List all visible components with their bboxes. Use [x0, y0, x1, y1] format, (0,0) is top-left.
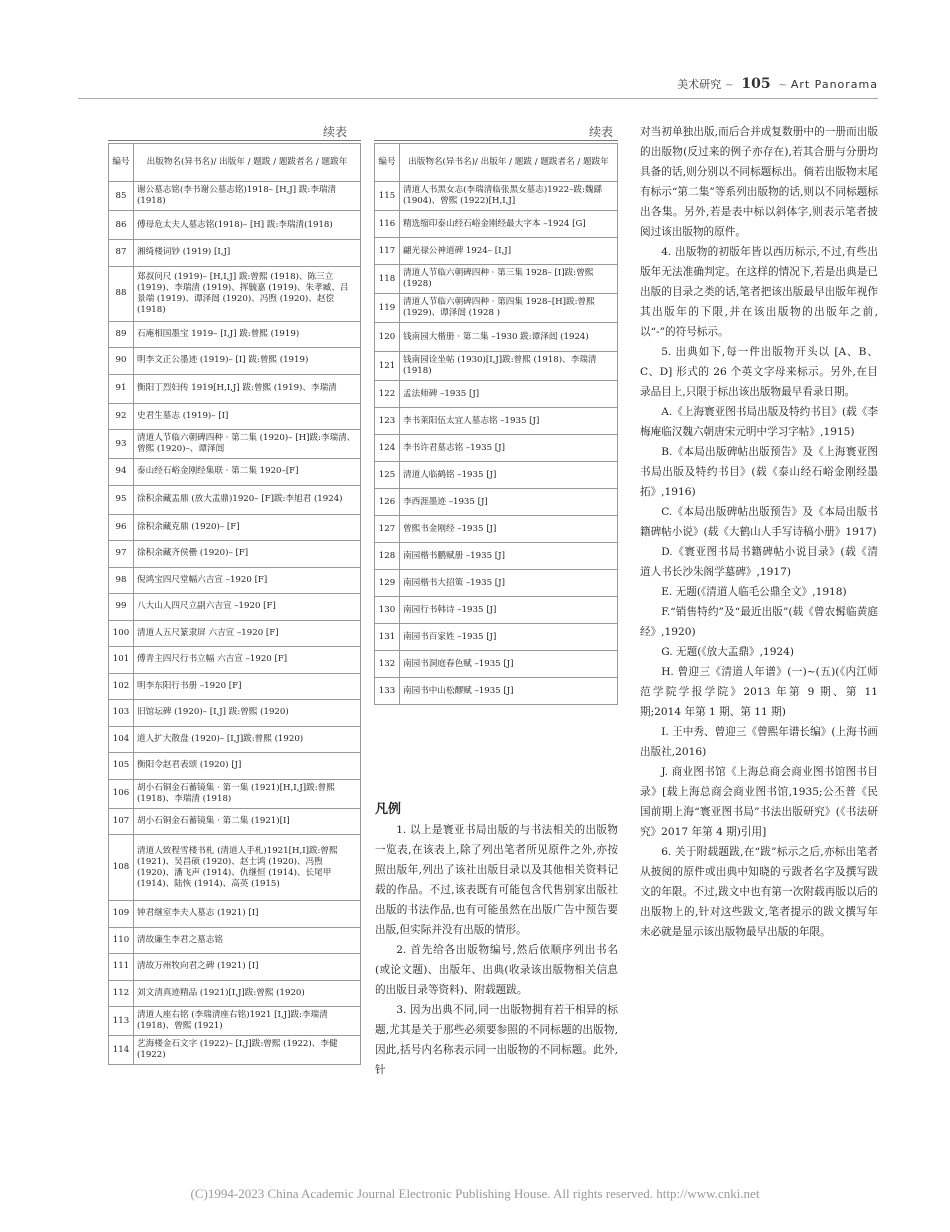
row-title: 石庵相国墨宝 1919– [I,J] 跋:曾熙 (1919) — [134, 321, 361, 348]
row-title: 李西涯墨迹 –1935 [J] — [400, 489, 618, 516]
row-title: 清道人节临六朝碑四种 · 第三集 1928– [I]跋:曾熙 (1928) — [400, 265, 618, 294]
row-number: 131 — [375, 624, 400, 651]
table-row — [109, 514, 361, 541]
row-title: 清故万州牧向君之碑 (1921) [I] — [134, 954, 361, 981]
table-row — [109, 459, 361, 486]
row-number: 122 — [375, 381, 400, 408]
table-row — [109, 403, 361, 430]
row-title: 精选缩印泰山经石峪金刚经最大字本 –1924 [G] — [400, 211, 618, 238]
table-row — [109, 1036, 361, 1065]
source-e: E. 无题(《清道人临毛公鼎全文》,1918) — [661, 586, 847, 598]
row-number: 111 — [109, 954, 134, 981]
table-row — [375, 381, 618, 408]
table-row — [109, 211, 361, 240]
row-title: 傅母危太夫人墓志铭(1918)– [H] 跋:李瑞清(1918) — [134, 211, 361, 240]
table-row — [109, 182, 361, 211]
publication-table-right — [374, 143, 618, 705]
row-number: 87 — [109, 240, 134, 267]
note-paragraph: 1. 以上是寰亚书局出版的与书法相关的出版物一览表,在该表上,除了列出笔者所见原件之外,亦按照出版年,列出了该社出版目录以及其他相关资料记载的作品。不过,该表既有可能包含代售别家出版社出版的书法作品,也有可能虽然在出版广告中预告要出版,但实际并没有出版的情形。 — [375, 824, 618, 936]
row-title: 南园楷书鹏赋册 –1935 [J] — [400, 543, 618, 570]
row-number: 132 — [375, 651, 400, 678]
row-title: 泰山经石峪金刚经集联 · 第二集 1920–[F] — [134, 459, 361, 486]
table-top-rule — [374, 140, 618, 141]
row-title: 清道人五尺篆隶屏 六吉宣 –1920 [F] — [134, 620, 361, 647]
table-top-rule — [108, 140, 361, 141]
table-row — [109, 485, 361, 514]
journal-name: 美术研究 — [677, 78, 722, 91]
row-number: 129 — [375, 570, 400, 597]
row-number: 121 — [375, 352, 400, 381]
row-number: 110 — [109, 927, 134, 954]
table-row — [109, 1007, 361, 1036]
table-row — [375, 238, 618, 265]
row-number: 90 — [109, 348, 134, 375]
row-title: 清道人节临六朝碑四种 · 第四集 1928–[H]跋:曾熙 (1929)、谭泽闿 (1928 ) — [400, 294, 618, 323]
row-title: 曾熙书金刚经 –1935 [J] — [400, 516, 618, 543]
table-row — [109, 594, 361, 621]
table-row — [109, 321, 361, 348]
row-title: 胡小石铜金石蓄镜集 · 第一集 (1921)[H,I,J]跋:曾熙 (1918)、李瑞清 (1918) — [134, 779, 361, 808]
row-title: 清道人书黑女志(李瑞清临张黑女墓志)1922–跋:魏繇 (1904)、曾熙 (1922)[H,I,J] — [400, 182, 618, 211]
table-row — [109, 954, 361, 981]
table-row — [109, 980, 361, 1007]
row-title: 钱南园诠坐帖 (1930)[I,J]跋:曾熙 (1918)、李瑞清 (1918) — [400, 352, 618, 381]
source-b: B.《本局出版碑帖出版预告》及《上海寰亚图书局出版及特约书目》(载《泰山经石峪金刚经墨拓》,1916) — [640, 446, 878, 498]
source-a: A.《上海寰亚图书局出版及特约书目》(载《李梅庵临汉魏六朝唐宋元明中学习字帖》,1915) — [640, 406, 878, 438]
row-number: 114 — [109, 1036, 134, 1065]
notes-continued-column — [640, 122, 878, 942]
row-number: 117 — [375, 238, 400, 265]
notes-section — [375, 800, 618, 1080]
table-row — [375, 435, 618, 462]
row-number: 104 — [109, 726, 134, 753]
row-number: 113 — [109, 1007, 134, 1036]
header-rule — [78, 98, 878, 99]
table-row — [109, 348, 361, 375]
table-row — [375, 678, 618, 705]
row-title: 明李文正公墨迹 (1919)– [I] 跋:曾熙 (1919) — [134, 348, 361, 375]
header-separator: ~ — [778, 78, 788, 91]
note-paragraph: 3. 因为出典不同,同一出版物拥有若干相异的标题,尤其是关于那些必须要参照的不同标题的出版物,因此,括号内名称表示同一出版物的不同标题。此外,针 — [375, 1004, 618, 1076]
copyright-footer: (C)1994-2023 China Academic Journal Electronic Publishing House. All rights reserved. http://www.cnki.net — [190, 1186, 760, 1201]
row-number: 85 — [109, 182, 134, 211]
table-row — [109, 673, 361, 700]
table-row — [375, 182, 618, 211]
row-title: 衡阳令赵君表颂 (1920) [J] — [134, 753, 361, 780]
row-number: 125 — [375, 462, 400, 489]
col-header-title: 出版物名(异书名)/ 出版年 / 题跋 / 题跋者名 / 题跋年 — [134, 144, 361, 182]
table-row — [375, 294, 618, 323]
row-title: 道人扩大散盘 (1920)– [I,J]跋:曾熙 (1920) — [134, 726, 361, 753]
table-row — [109, 430, 361, 459]
note-paragraph: 5. 出典如下,每一件出版物开头以 [A、B、C、D] 形式的 26 个英文字母来标示。另外,在目录品目上,只限于标出该出版物最早看录日期。 — [640, 346, 878, 398]
table-row — [375, 597, 618, 624]
row-title: 徐积余藏克鼎 (1920)– [F] — [134, 514, 361, 541]
row-title: 徐积余藏齐侯罍 (1920)– [F] — [134, 541, 361, 568]
source-j: J. 商业图书馆《上海总商会商业图书馆图书目录》[载上海总商会商业图书馆,1935;公丕普《民国前期上海“寰亚图书局”书法出版研究》(《书法研究》2017 年第 4 期)引用] — [640, 766, 878, 838]
row-title: 旧馆坛碑 (1920)– [I,J] 跋:曾熙 (1920) — [134, 700, 361, 727]
table-row — [375, 570, 618, 597]
row-number: 116 — [375, 211, 400, 238]
row-number: 103 — [109, 700, 134, 727]
table-row — [109, 779, 361, 808]
row-number: 123 — [375, 408, 400, 435]
col-header-number: 编号 — [375, 144, 400, 182]
row-number: 97 — [109, 541, 134, 568]
row-number: 95 — [109, 485, 134, 514]
table-row — [109, 835, 361, 901]
row-number: 93 — [109, 430, 134, 459]
row-title: 南园书中山松醪赋 –1935 [J] — [400, 678, 618, 705]
note-paragraph: 对当初单独出版,而后合并成复数册中的一册而出版的出版物(反过来的例子亦存在),若其合册与分册均具备的话,则分别以不同标题标出。倘若出版物末尾有标示“第二集”等系列出版物的话,则以不同标题标出各集。另外,若是表中标以斜体字,则表示笔者披阅过该出版物的原件。 — [640, 126, 878, 238]
row-title: 清道人节临六朝碑四种 · 第二集 (1920)– [H]跋:李瑞清、曾熙 (1920)–、谭泽闿 — [134, 430, 361, 459]
table-row — [109, 901, 361, 928]
row-number: 96 — [109, 514, 134, 541]
row-number: 101 — [109, 647, 134, 674]
row-title: 衡阳丁烈妇传 1919[H,I,J] 跋:曾熙 (1919)、李瑞清 — [134, 374, 361, 403]
table-row — [109, 808, 361, 835]
table-row — [109, 567, 361, 594]
row-number: 109 — [109, 901, 134, 928]
row-title: 湘绮楼词钞 (1919) [I,J] — [134, 240, 361, 267]
row-number: 91 — [109, 374, 134, 403]
row-number: 100 — [109, 620, 134, 647]
continued-label-right: 续表 — [589, 125, 614, 139]
note-paragraph: 2. 首先给各出版物编号,然后依顺序列出书名(或论文题)、出版年、出典(收录该出版物相关信息的出版目录等资料)、附载题跋。 — [375, 944, 618, 996]
table-row — [375, 408, 618, 435]
table-row — [109, 240, 361, 267]
source-c: C.《本局出版碑帖出版预告》及《本局出版书籍碑帖小说》(载《大鹤山人手写诗稿小册》1917) — [640, 506, 878, 538]
source-d: D.《寰亚图书局书籍碑帖小说目录》(载《清道人书长沙朱阁学墓碑》,1917) — [640, 546, 878, 578]
col-header-title: 出版物名(异书名)/ 出版年 / 题跋 / 题跋者名 / 题跋年 — [400, 144, 618, 182]
row-number: 126 — [375, 489, 400, 516]
row-title: 明李东阳行书册 –1920 [F] — [134, 673, 361, 700]
row-number: 105 — [109, 753, 134, 780]
row-number: 112 — [109, 980, 134, 1007]
note-paragraph: 6. 关于附载题跋,在“跋”标示之后,亦标出笔者从披阅的原件或出典中知晓的亏跋者名字及撰写跋文的年限。不过,跋文中也有第一次附载再版以后的出版物上的,针对这些跋文,笔者提示的跋文撰写年未必就是显示该出版物最早出版的年限。 — [640, 846, 878, 938]
table-row — [109, 927, 361, 954]
source-h: H. 曾迎三《清道人年谱》(一)~(五)(《内江师范学院学报学院》2013 年第 9 期、第 11 期;2014 年第 1 期、第 11 期) — [640, 666, 878, 718]
header-separator: ~ — [724, 78, 734, 91]
row-title: 翩光禄公神道碑 1924– [I,J] — [400, 238, 618, 265]
row-title: 谢公墓志铭(李书谢公墓志铭)1918– [H,J] 跋:李瑞清(1918) — [134, 182, 361, 211]
page-number: 105 — [741, 76, 771, 92]
row-number: 102 — [109, 673, 134, 700]
row-title: 孟法师碑 –1935 [J] — [400, 381, 618, 408]
journal-brand: Art Panorama — [790, 78, 878, 91]
row-title: 李书莱阳伍太宜人墓志铭 –1935 [J] — [400, 408, 618, 435]
table-row — [109, 647, 361, 674]
row-title: 清道人致程雪楼书札 (清道人手札)1921[H,I]跋:曾熙 (1921)、吴昌硕 (1920)、赵士鸿 (1920)、冯煦 (1920)、潘飞声 (1914)、仇继恒 (1914)、长尾甲 (1914)、陆恢 (1914)、高英 (1915) — [134, 835, 361, 901]
row-title: 清道人临鹤铭 –1935 [J] — [400, 462, 618, 489]
row-number: 127 — [375, 516, 400, 543]
row-number: 92 — [109, 403, 134, 430]
row-number: 106 — [109, 779, 134, 808]
row-number: 99 — [109, 594, 134, 621]
row-title: 郑叔问尺 (1919)– [H,I,J] 跋:曾熙 (1918)、陈三立 (1919)、李瑞清 (1919)、挥毓嘉 (1919)、朱孝臧、吕景端 (1919)、谭泽闿 (1920)、冯煦 (1920)、赵偿 (1918) — [134, 266, 361, 321]
row-number: 124 — [375, 435, 400, 462]
table-row — [375, 516, 618, 543]
row-number: 98 — [109, 567, 134, 594]
row-number: 120 — [375, 323, 400, 352]
source-f: F.“销售特约”及“最近出版”(载《曾农髯临黄庭经》,1920) — [640, 606, 878, 638]
note-paragraph: 4. 出版物的初版年皆以西历标示,不过,有些出版年无法准确判定。在这样的情况下,若是出典是已出版的目录之类的话,笔者把该出版最早出版年视作其出版年的下限,并在该出版物的出版年之前,以“-”的符号标示。 — [640, 246, 878, 338]
row-title: 倪鸿宝四尺堂幅六吉宣 –1920 [F] — [134, 567, 361, 594]
row-number: 128 — [375, 543, 400, 570]
table-row — [375, 462, 618, 489]
table-row — [375, 352, 618, 381]
row-number: 133 — [375, 678, 400, 705]
table-row — [109, 541, 361, 568]
row-title: 艺海楼金石文字 (1922)– [I,J]跋:曾熙 (1922)、李健 (1922) — [134, 1036, 361, 1065]
row-title: 胡小石铜金石蓄镜集 · 第二集 (1921)[I] — [134, 808, 361, 835]
source-i: I. 王中秀、曾迎三《曾熙年谱长编》(上海书画出版社,2016) — [640, 726, 878, 758]
row-number: 119 — [375, 294, 400, 323]
row-title: 八大山人四尺立副六吉宣 –1920 [F] — [134, 594, 361, 621]
row-number: 130 — [375, 597, 400, 624]
table-row — [109, 374, 361, 403]
row-title: 钟君继室李夫人墓志 (1921) [I] — [134, 901, 361, 928]
table-row — [375, 323, 618, 352]
row-number: 89 — [109, 321, 134, 348]
row-title: 清故廉生李君之墓志铭 — [134, 927, 361, 954]
row-title: 刘文清真迹精品 (1921)[I,J]跋:曾熙 (1920) — [134, 980, 361, 1007]
table-row — [109, 726, 361, 753]
row-number: 86 — [109, 211, 134, 240]
table-row — [109, 620, 361, 647]
row-title: 南园书洞庭春色赋 –1935 [J] — [400, 651, 618, 678]
table-row — [375, 211, 618, 238]
table-row — [375, 651, 618, 678]
table-row — [375, 624, 618, 651]
notes-title: 凡例 — [375, 802, 402, 817]
row-title: 清道人座右铭 (李瑞清座右铭)1921 [I,J]跋:李瑞清 (1918)、曾熙 (1921) — [134, 1007, 361, 1036]
row-title: 傅青主四尺行书立幅 六吉宣 –1920 [F] — [134, 647, 361, 674]
row-title: 南园楷书大招策 –1935 [J] — [400, 570, 618, 597]
row-number: 107 — [109, 808, 134, 835]
row-number: 94 — [109, 459, 134, 486]
source-g: G. 无题(《放大盂鼎》,1924) — [661, 646, 795, 658]
running-header — [677, 76, 878, 96]
table-row — [375, 265, 618, 294]
publication-table-left — [108, 143, 361, 1065]
row-title: 南园行书韩诗 –1935 [J] — [400, 597, 618, 624]
row-title: 南园书百家姓 –1935 [J] — [400, 624, 618, 651]
continued-label-left: 续表 — [323, 125, 348, 139]
row-title: 史君生墓志 (1919)– [I] — [134, 403, 361, 430]
table-row — [109, 753, 361, 780]
table-row — [375, 489, 618, 516]
row-number: 88 — [109, 266, 134, 321]
row-number: 115 — [375, 182, 400, 211]
table-row — [109, 700, 361, 727]
row-title: 李书许君墓志铭 –1935 [J] — [400, 435, 618, 462]
table-row — [375, 543, 618, 570]
row-title: 钱南园大楷册 · 第二集 –1930 跋:谭泽闿 (1924) — [400, 323, 618, 352]
row-title: 徐积余藏盂鼎 (放大盂鼎)1920– [F]跋:李旭君 (1924) — [134, 485, 361, 514]
row-number: 118 — [375, 265, 400, 294]
table-row — [109, 266, 361, 321]
row-number: 108 — [109, 835, 134, 901]
col-header-number: 编号 — [109, 144, 134, 182]
